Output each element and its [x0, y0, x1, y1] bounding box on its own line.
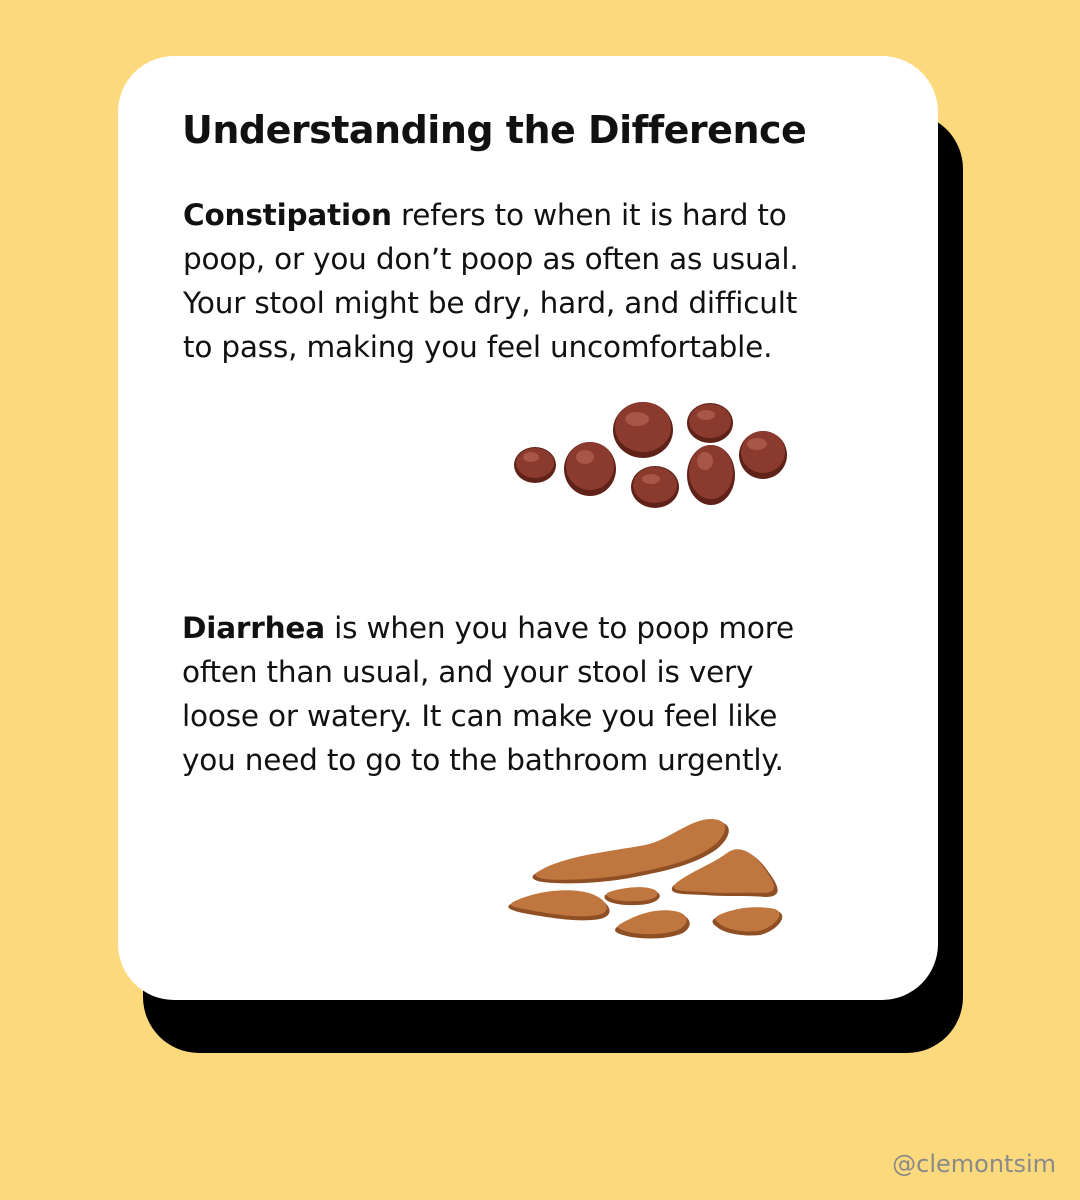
- diarrhea-text: is when you have to poop more often than usual, and your stool is very loose or watery. It can make you feel like you need to go to the bathroom urgently.: [182, 611, 794, 777]
- constipation-text: refers to when it is hard to poop, or you don’t poop as often as usual. Your stool might be dry, hard, and difficult to pass, making you feel uncomfortable.: [183, 198, 799, 364]
- diarrhea-term: Diarrhea: [182, 611, 325, 645]
- loose-stool-puddles-icon: [505, 815, 790, 945]
- constipation-term: Constipation: [183, 198, 392, 232]
- hard-stool-pellets-icon: [505, 395, 795, 515]
- constipation-paragraph: [183, 193, 823, 369]
- card-title: Understanding the Difference: [182, 108, 807, 152]
- author-handle: @clemontsim: [892, 1150, 1056, 1178]
- diarrhea-paragraph: [182, 606, 822, 782]
